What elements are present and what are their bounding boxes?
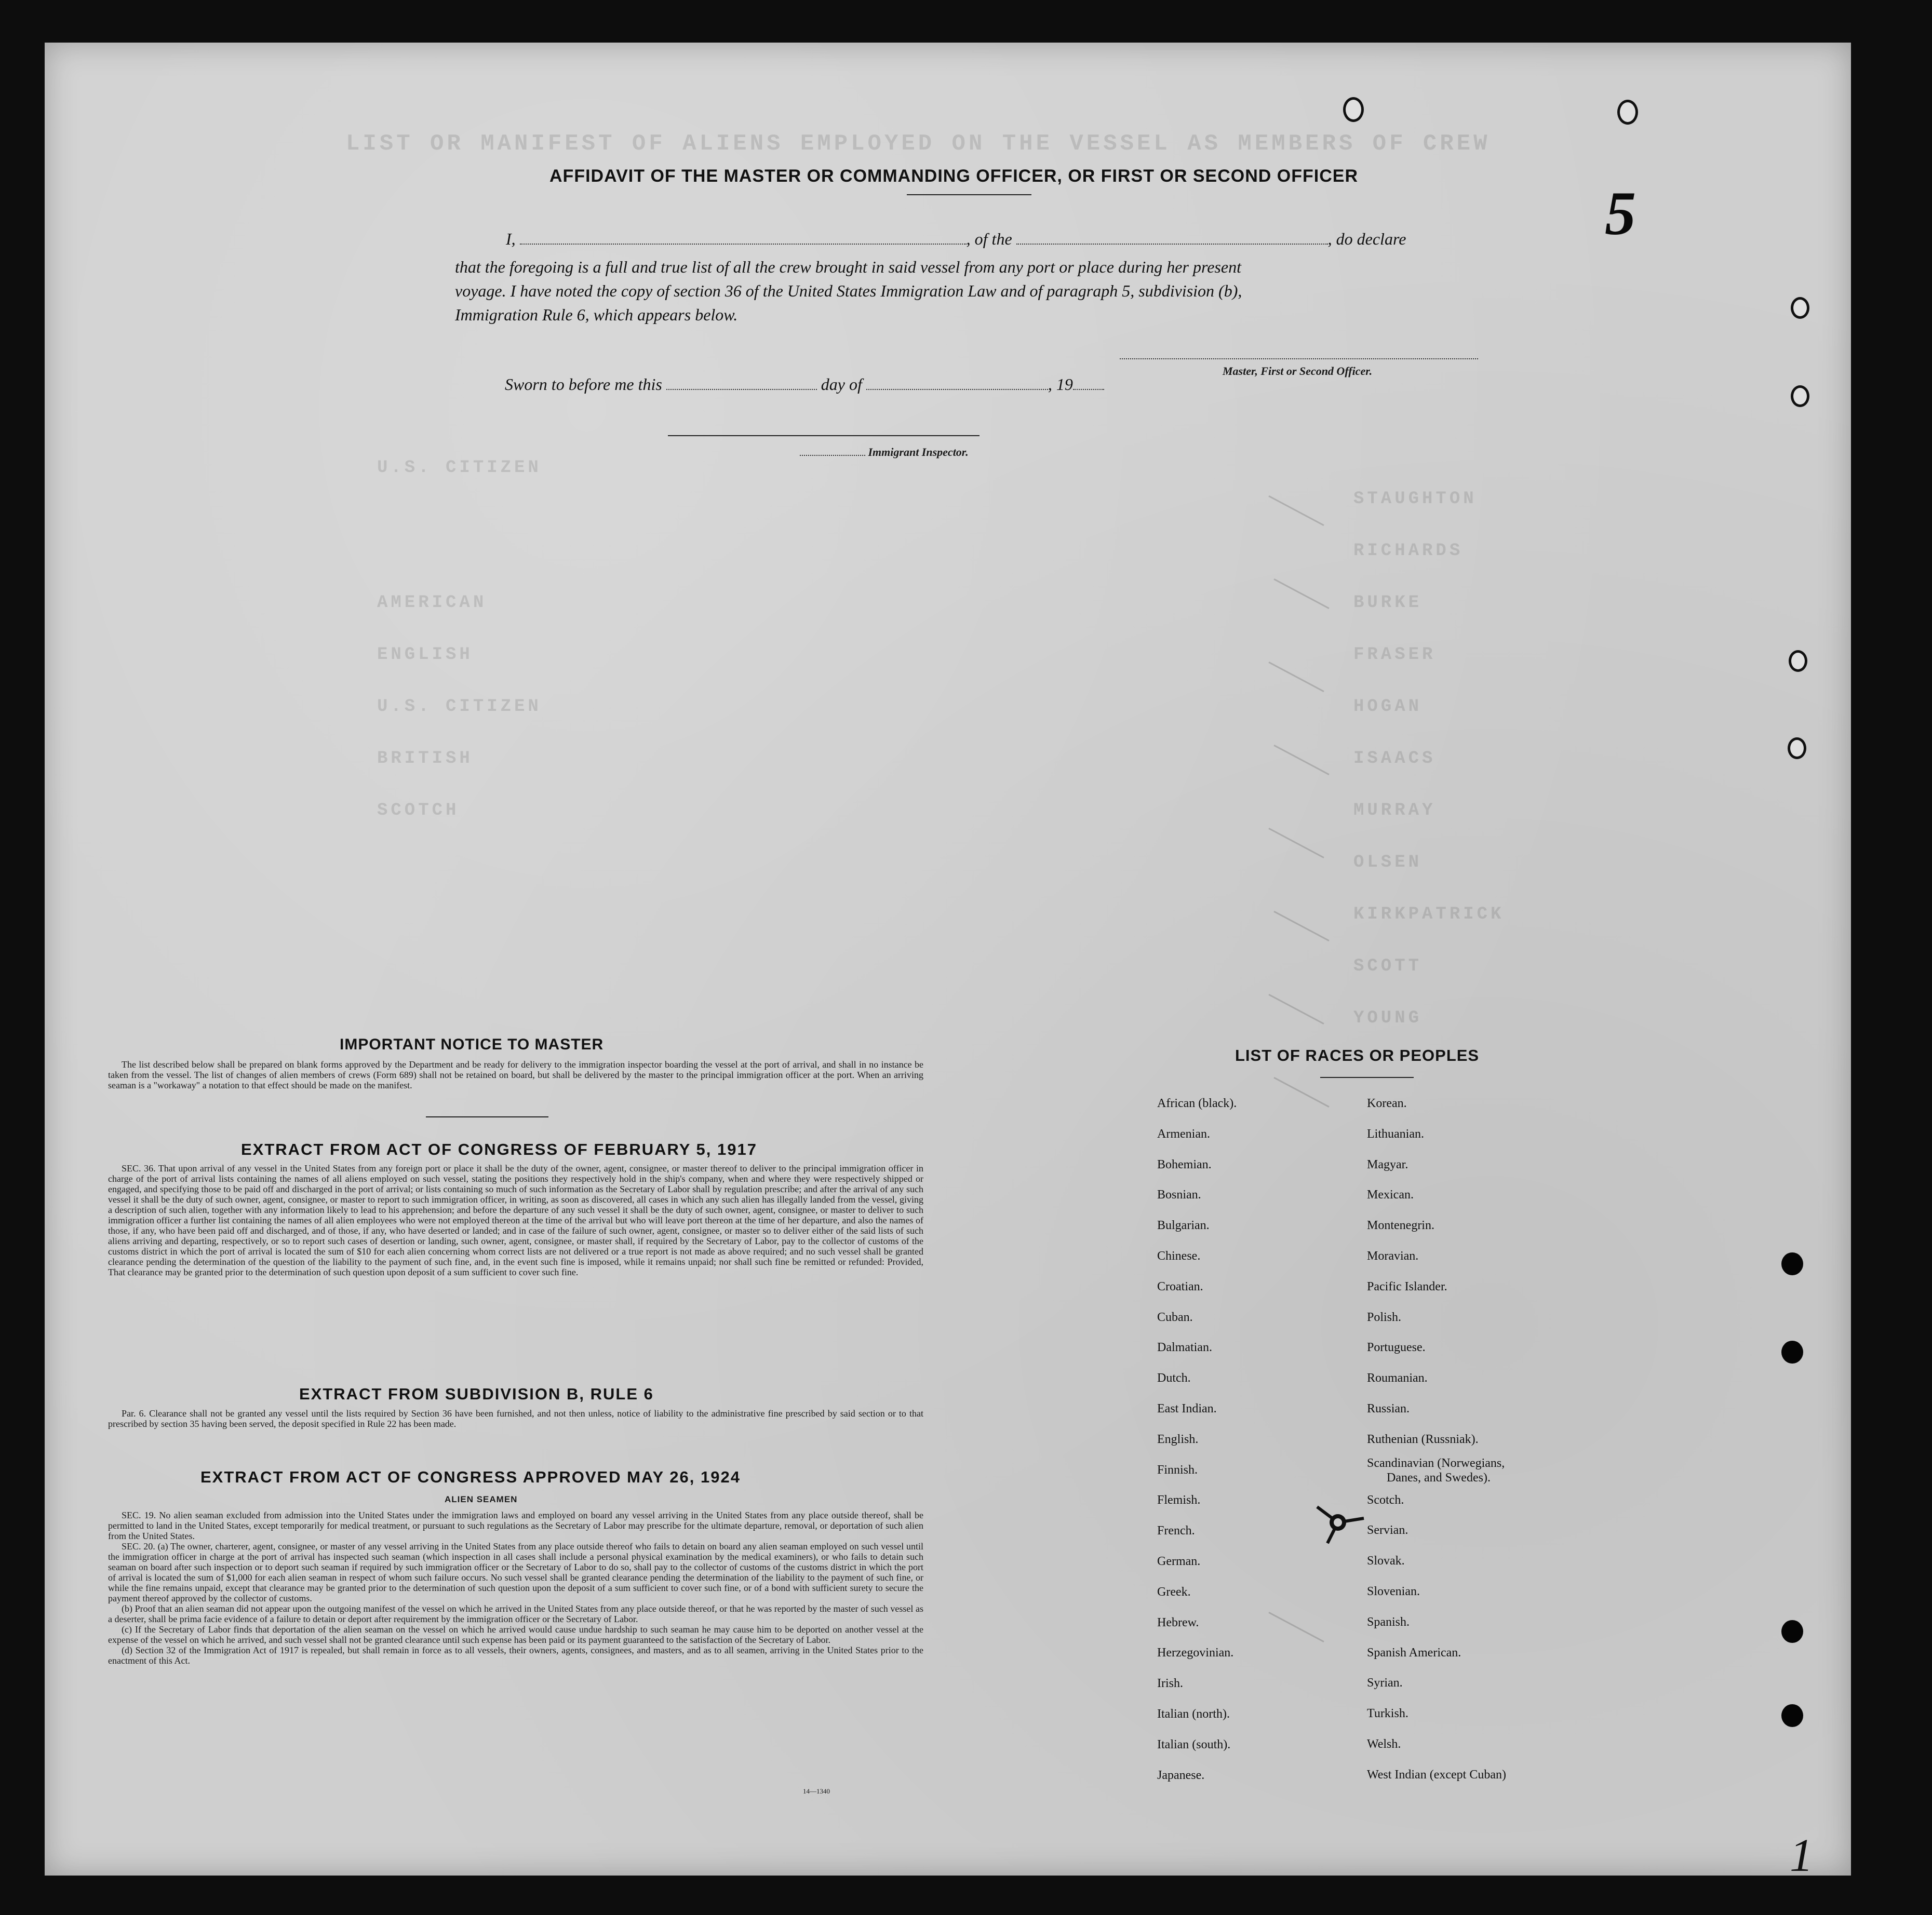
extract-1917-text: [108, 1163, 923, 1277]
race-item: Montenegrin.: [1367, 1219, 1434, 1233]
vessel-name-field[interactable]: [1016, 242, 1328, 245]
binder-hole: [1781, 1252, 1803, 1275]
race-item: Italian (north).: [1157, 1707, 1230, 1721]
race-item: Hebrew.: [1157, 1615, 1199, 1629]
race-item: Greek.: [1157, 1585, 1191, 1599]
notice-divider: [426, 1116, 548, 1117]
do-declare-label: , do declare: [1327, 230, 1406, 248]
race-item: Flemish.: [1157, 1493, 1201, 1507]
race-item: Magyar.: [1367, 1157, 1408, 1171]
race-item: Finnish.: [1157, 1463, 1198, 1477]
race-item: Turkish.: [1367, 1707, 1408, 1721]
section-20c-paragraph: (c) If the Secretary of Labor finds that deportation of the alien seaman on the vessel on which he arrived would cause undue hardship to such seaman he may cause him to be deported on another vessel at the expense of the vessel on which he arrived, and such vessel shall not be granted clearance until such expense has been paid or its payment guaranteed to the satisfaction of the Secretary of Labor.: [108, 1624, 923, 1645]
form-number: 14—1340: [803, 1787, 830, 1795]
section-19-paragraph: SEC. 19. No alien seaman excluded from admission into the United States under the immigration laws and employed on board any vessel arriving in the United States from any place outside thereof, shall be permitted to land in the United States, except temporarily for medical treatment, or pursuant to such regulations as the Secretary of Labor may prescribe for the ultimate departure, removal, or deportation of such alien from the United States.: [108, 1510, 923, 1541]
race-item: Croatian.: [1157, 1279, 1203, 1293]
race-item: West Indian (except Cuban): [1367, 1768, 1506, 1782]
alien-seamen-subtitle: ALIEN SEAMEN: [445, 1494, 518, 1504]
extract-1924-title: EXTRACT FROM ACT OF CONGRESS APPROVED MAY 26, 1924: [200, 1468, 741, 1486]
statement-line-1: that the foregoing is a full and true list of all the crew brought in said vessel from any port or place during her present: [455, 258, 1241, 276]
race-item: English.: [1157, 1432, 1199, 1446]
race-item: Servian.: [1367, 1523, 1408, 1538]
binder-hole: [1791, 297, 1809, 319]
race-item: Herzegovinian.: [1157, 1646, 1234, 1660]
race-item: Chinese.: [1157, 1249, 1201, 1263]
race-item: Polish.: [1367, 1310, 1402, 1324]
statement-line-3: Immigration Rule 6, which appears below.: [455, 305, 738, 324]
race-item: Bosnian.: [1157, 1188, 1201, 1202]
rule-6-text: [108, 1408, 923, 1429]
race-item: Cuban.: [1157, 1310, 1193, 1324]
binder-hole: [1791, 385, 1809, 407]
inspector-signature-caption: [800, 446, 969, 459]
race-item: Roumanian.: [1367, 1371, 1428, 1385]
section-20d-paragraph: (d) Section 32 of the Immigration Act of 1917 is repealed, but shall remain in force as to all vessels, their owners, agents, consignees, and masters, and as to all seamen, arriving in the United States prior to the enactment of this Act.: [108, 1645, 923, 1666]
binder-hole: [1343, 97, 1364, 122]
race-item: Spanish American.: [1367, 1646, 1461, 1660]
extract-1917-title: EXTRACT FROM ACT OF CONGRESS OF FEBRUARY 5, 1917: [241, 1140, 757, 1158]
race-item: Spanish.: [1367, 1615, 1410, 1629]
race-item: French.: [1157, 1524, 1195, 1538]
race-item: Welsh.: [1367, 1737, 1401, 1751]
race-item: Irish.: [1157, 1677, 1183, 1691]
rule-6-paragraph: Par. 6. Clearance shall not be granted any vessel until the lists required by Section 36 have been furnished, and not then unless, notice of liability to the administrative fine prescribed by said section or to that prescribed by section 35 having been served, the deposit specified in Rule 22 has been made.: [108, 1408, 923, 1429]
race-item: Scotch.: [1367, 1493, 1404, 1507]
race-item: Bulgarian.: [1157, 1219, 1210, 1233]
master-signature-line[interactable]: [1120, 358, 1478, 359]
race-item: Slovak.: [1367, 1554, 1405, 1568]
races-left-column: [1157, 1088, 1237, 1790]
race-item: Italian (south).: [1157, 1737, 1231, 1751]
sworn-day-field[interactable]: [666, 388, 817, 390]
title-divider: [907, 194, 1031, 195]
race-item: Scandinavian (Norwegians,: [1367, 1456, 1505, 1470]
race-item: African (black).: [1157, 1097, 1237, 1110]
affidavit-title: AFFIDAVIT OF THE MASTER OR COMMANDING OFFICER, OR FIRST OR SECOND OFFICER: [549, 166, 1358, 186]
day-of-label: day of: [821, 375, 862, 394]
race-item-multiline: [1367, 1455, 1506, 1485]
race-item: Pacific Islander.: [1367, 1279, 1447, 1293]
ink-stain: [1307, 1491, 1369, 1554]
manifest-sheet: LIST OR MANIFEST OF ALIENS EMPLOYED ON THE VESSEL AS MEMBERS OF CREW STAUGHTON RICHARDS BURKE FRASER HOGAN ISAACS MURRAY OLSEN KIRKPATRICK SCOTT YOUNG U.S. CITIZEN AMERICAN ENGLISH U.S. CITIZEN BRITISH SCOTCH AFFIDAVIT OF THE MASTER OR COMMANDING OFFICER, OR FIRST OR SECOND OFFICER I, , of the , do declare that the foregoing is a full and true list of all the crew brought in said vessel from any port or place during her present voyage. I have noted the copy of section 36 of the United States Immigration Law and of paragraph 5, subdivision (b), Immigration Rule 6, which appears below. Master, First or Second Officer. Sworn to before me this day of , 19 Immigrant Inspector. IMPORTANT NOTICE TO MASTER The list described below shall be prepared on blank forms approved by the Department and be ready for delivery to the immigration inspector boarding the vessel at the port of arrival, and shall in no instance be taken from the vessel. The list of changes of alien members of crews (Form 689) shall not be retained on board, but shall be delivered by the master to the principal immigration officer at the port. When an arriving seaman is a "workaway" a notation to that effect should be made on the manifest. EXTRACT FROM ACT OF CONGRESS OF FEBRUARY 5, 1917 SEC. 36. That upon arrival of any vessel in the United States from any foreign port or place it shall be the duty of the owner, agent, consignee, or master thereof to deliver to the principal immigration officer in charge of the port of arrival lists containing the names of all aliens employed on such vessel, stating the positions they respectively hold in the ship's company, when and where they were respectively shipped or engaged, and specifying those to be paid off and discharged in the port of arrival; or lists containing so much of such information as the Secretary of Labor shall by regulation prescribe; and after the arrival of any such vessel it shall be the duty of such owner, agent, consignee, or master to report to such immigration officer, in writing, as soon as discovered, all cases in which any such alien has illegally landed from the vessel, giving a description of such alien, together with any information likely to lead to his apprehension; and before the departure of any such vessel it shall be the duty of such owner, agent, consignee, or master to deliver to such immigration officer a further list containing the names of all alien employees who were not employed thereon at the time of the arrival but who will leave port thereon at the time of her departure, and also the names of those, if any, who have been paid off and discharged, and of those, if any, who have deserted or landed; and in case of the failure of such owner, agent, consignee, or master so to deliver either of the said lists of such aliens arriving and departing, respectively, or so to report such cases of desertion or landing, such owner, agent, consignee, or master shall, if required by the Secretary of Labor, pay to the collector of customs of the customs district in which the port of arrival is located the sum of $10 for each alien concerning whom correct lists are not delivered or a true report is not made as above required; and no such vessel shall be granted clearance pending the determination of the question of the liability to the payment of such fine, and, in the event such fine is imposed, while it remains unpaid; nor shall such fine be remitted or refunded: Provided, That clearance may be granted prior to the determination of such question upon deposit of a sum sufficient to cover such fine. EXTRACT FROM SUBDIVISION B, RULE 6 Par. 6. Clearance shall not be granted any vessel until the lists required by Section 36 have been furnished, and not then unless, notice of liability to the administrative fine prescribed by said section or to that prescribed by section 35 having been served, the deposit specified in Rule 22 has been made. EXTRACT FROM ACT OF CONGRESS APPROVED MAY 26, 1924 ALIEN SEAMEN SEC. 19. No alien seaman excluded from admission into the United States under the immigration laws and employed on board any vessel arriving in the United States from any place outside thereof, shall be permitted to land in the United States, except temporarily for medical treatment, or pursuant to such regulations as the Secretary of Labor may prescribe for the ultimate departure, removal, or deportation of such alien from the United States. SEC. 20. (a) The owner, charterer, agent, consignee, or master of any vessel arriving in the United States from any place outside thereof who fails to detain on board any alien seaman employed on such vessel until the immigration officer in charge at the port of arrival has inspected such seaman (which inspection in all cases shall include a personal physical examination by the medical examiners), or who fails to detain such seaman on board after such inspection or to deport such seaman if required by such immigration officer or the Secretary of Labor to do so, shall pay to the collector of customs of the customs district in which the port of arrival is located the sum of $1,000 for each alien seaman in respect of whom such failure occurs. No such vessel shall be granted clearance pending the determination of the liability to the payment of such fine, or while the fine remains unpaid, except that clearance may be granted prior to the determination of such question upon the deposit of a sum sufficient to cover such fine, or of a bond with sufficient surety to secure the payment thereof approved by the collector of customs. (b) Proof that an alien seaman did not appear upon the outgoing manifest of the vessel on which he arrived in the United States from any place outside thereof, or that he was reported by the master of such vessel as a deserter, shall be prima facie evidence of a failure to detain or deport after requirement by the immigration officer or the Secretary of Labor. (c) If the Secretary of Labor finds that deportation of the alien seaman on the vessel on which he arrived would cause undue hardship to such seaman he may cause him to be deported on another vessel at the expense of the vessel on which he arrived, and such vessel shall not be granted clearance until such expense has been paid or its payment guaranteed to the satisfaction of the Secretary of Labor. (d) Section 32 of the Immigration Act of 1917 is repealed, but shall remain in force as to all vessels, their owners, agents, consignees, and masters, and as to all seamen, arriving in the United States prior to the enactment of this Act. 14—1340 LIST OF RACES OR PEOPLES African (black). Armenian. Bohemian. Bosnian. Bulgarian. Chinese. Croatian. Cuban. Dalmatian. Dutch. East Indian. English. Finnish. Flemish. French. German. Greek. Hebrew. Herzegovinian. Irish. Italian (north). Italian (south). Japanese. Korean. Lithuanian. Magyar. Mexican. Montenegrin. Moravian. Pacific Islander. Polish. Portuguese. Roumanian. Russian. Ruthenian (Russniak). Scandinavian (Norwegians, Danes, and Swedes). Scotch. Servian. Slovak. Slovenian. Spanish. Spanish American. Syrian. Turkish. Welsh. West Indian (except Cuban) 5 1: [45, 43, 1851, 1876]
race-item: Armenian.: [1157, 1127, 1210, 1141]
race-item: Japanese.: [1157, 1768, 1205, 1782]
handwritten-mark-bottom: 1: [1790, 1830, 1813, 1881]
race-item: Ruthenian (Russniak).: [1367, 1432, 1479, 1446]
races-title: LIST OF RACES OR PEOPLES: [1235, 1046, 1480, 1064]
race-item: Dalmatian.: [1157, 1341, 1212, 1355]
race-item: Korean.: [1367, 1097, 1407, 1110]
inspector-dots: [800, 454, 865, 456]
race-item: Mexican.: [1367, 1188, 1414, 1202]
races-divider: [1320, 1077, 1414, 1078]
binder-hole: [1781, 1704, 1803, 1727]
sworn-year-field[interactable]: [1073, 388, 1104, 390]
sworn-month-field[interactable]: [866, 388, 1048, 390]
section-20b-paragraph: (b) Proof that an alien seaman did not appear upon the outgoing manifest of the vessel on which he arrived in the United States from any place outside thereof, or that he was reported by the master of such vessel as a deserter, shall be prima facie evidence of a failure to detain or deport after requirement by the immigration officer or the Secretary of Labor.: [108, 1603, 923, 1624]
inspector-signature-line[interactable]: [668, 435, 980, 436]
inspector-caption-text: Immigrant Inspector.: [868, 446, 969, 458]
of-the-label: , of the: [966, 230, 1012, 248]
notice-title: IMPORTANT NOTICE TO MASTER: [340, 1036, 604, 1053]
declarant-line: [506, 230, 1406, 249]
binder-hole: [1617, 100, 1638, 125]
declarant-name-field[interactable]: [520, 242, 967, 245]
race-item: East Indian.: [1157, 1401, 1217, 1415]
race-item: Slovenian.: [1367, 1584, 1420, 1598]
statement-line-2: voyage. I have noted the copy of section 36 of the United States Immigration Law and of paragraph 5, subdivision (b),: [455, 281, 1242, 300]
sworn-line: [505, 375, 1104, 394]
sworn-label: Sworn to before me this: [505, 375, 662, 394]
notice-paragraph: The list described below shall be prepared on blank forms approved by the Department and be ready for delivery to the immigration inspector boarding the vessel at the port of arrival, and shall in no instance be taken from the vessel. The list of changes of alien members of crews (Form 689) shall not be retained on board, but shall be delivered by the master to the principal immigration officer at the port. When an arriving seaman is a "workaway" a notation to that effect should be made on the manifest.: [108, 1059, 923, 1090]
race-item: Dutch.: [1157, 1371, 1191, 1385]
binder-hole: [1788, 737, 1806, 759]
race-item: Russian.: [1367, 1401, 1410, 1415]
section-20a-paragraph: SEC. 20. (a) The owner, charterer, agent, consignee, or master of any vessel arriving in the United States from any place outside thereof who fails to detain on board any alien seaman employed on such vessel until the immigration officer in charge at the port of arrival has inspected such seaman (which inspection in all cases shall include a personal physical examination by the medical examiners), or who fails to detain such seaman on board after such inspection or to deport such seaman if required by such immigration officer or the Secretary of Labor to do so, shall pay to the collector of customs of the customs district in which the port of arrival is located the sum of $1,000 for each alien seaman in respect of whom such failure occurs. No such vessel shall be granted clearance pending the determination of the liability to the payment of such fine, or while the fine remains unpaid, except that clearance may be granted prior to the determination of such question upon the deposit of a sum sufficient to cover such fine, or of a bond with sufficient surety to secure the payment thereof approved by the collector of customs.: [108, 1541, 923, 1603]
master-signature-caption: Master, First or Second Officer.: [1223, 365, 1373, 377]
race-item: German.: [1157, 1554, 1201, 1568]
handwritten-mark-top: 5: [1605, 179, 1636, 248]
race-item: Danes, and Swedes).: [1387, 1471, 1491, 1485]
binder-hole: [1781, 1620, 1803, 1643]
section-36-paragraph: SEC. 36. That upon arrival of any vessel in the United States from any foreign port or place it shall be the duty of the owner, agent, consignee, or master thereof to deliver to the principal immigration officer in charge of the port of arrival lists containing the names of all aliens employed on such vessel, stating the positions they respectively hold in the ship's company, when and where they were respectively shipped or engaged, and specifying those to be paid off and discharged in the port of arrival; or lists containing so much of such information as the Secretary of Labor shall by regulation prescribe; and after the arrival of any such vessel it shall be the duty of such owner, agent, consignee, or master to report to such immigration officer, in writing, as soon as discovered, all cases in which any such alien has illegally landed from the vessel, giving a description of such alien, together with any information likely to lead to his apprehension; and before the departure of any such vessel it shall be the duty of such owner, agent, consignee, or master to deliver to such immigration officer a further list containing the names of all alien employees who were not employed thereon at the time of the arrival but who will leave port thereon at the time of her departure, and also the names of those, if any, who have been paid off and discharged, and of those, if any, who have deserted or landed; and in case of the failure of such owner, agent, consignee, or master so to deliver either of the said lists of such aliens arriving and departing, respectively, or so to report such cases of desertion or landing, such owner, agent, consignee, or master shall, if required by the Secretary of Labor, pay to the collector of customs of the customs district in which the port of arrival is located the sum of $10 for each alien concerning whom correct lists are not delivered or a true report is not made as above required; and no such vessel shall be granted clearance pending the determination of the question of the liability to the payment of such fine, and, in the event such fine is imposed, while it remains unpaid; nor shall such fine be remitted or refunded: Provided, That clearance may be granted prior to the determination of such question upon deposit of a sum sufficient to cover such fine.: [108, 1163, 923, 1277]
binder-hole: [1789, 650, 1807, 672]
i-label: I,: [506, 230, 516, 248]
race-item: Syrian.: [1367, 1676, 1403, 1690]
binder-hole: [1781, 1341, 1803, 1364]
notice-text: [108, 1059, 923, 1090]
race-item: Bohemian.: [1157, 1157, 1212, 1171]
extract-1924-text: [108, 1510, 923, 1666]
race-item: Portuguese.: [1367, 1341, 1426, 1355]
ink-stain-icon: [1307, 1491, 1369, 1554]
race-item: Moravian.: [1367, 1249, 1419, 1263]
rule-6-title: EXTRACT FROM SUBDIVISION B, RULE 6: [299, 1385, 654, 1403]
races-right-column: [1367, 1088, 1506, 1790]
year-label: , 19: [1048, 375, 1073, 394]
race-item: Lithuanian.: [1367, 1127, 1424, 1141]
